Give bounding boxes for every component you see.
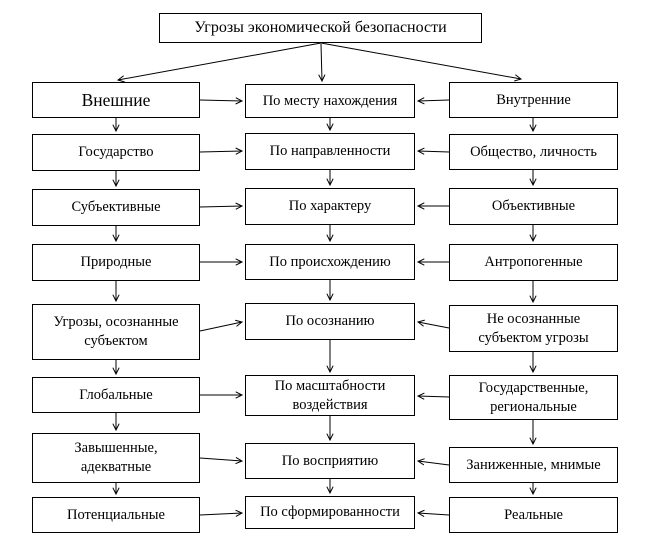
- node-global: Глобальные: [32, 377, 200, 413]
- node-potential: Потенциальные: [32, 497, 200, 533]
- node-by-awareness: По осознанию: [245, 303, 415, 340]
- node-state-regional: Государственные, региональные: [449, 375, 618, 420]
- node-objective: Объективные: [449, 188, 618, 225]
- node-society-person: Общество, личность: [449, 134, 618, 170]
- node-recognized-threats: Угрозы, осознанные субъектом: [32, 304, 200, 360]
- node-by-perception: По восприятию: [245, 443, 415, 479]
- diagram-title: Угрозы экономической безопасности: [159, 13, 482, 43]
- node-overstated-adequate: Завышенные, адекватные: [32, 433, 200, 483]
- node-natural: Природные: [32, 244, 200, 281]
- node-anthropogenic: Антропогенные: [449, 244, 618, 281]
- node-by-direction: По направленности: [245, 133, 415, 170]
- node-by-location: По месту нахождения: [245, 84, 415, 118]
- node-by-origin: По происхождению: [245, 244, 415, 280]
- node-external: Внешние: [32, 82, 200, 118]
- node-state: Государство: [32, 134, 200, 171]
- node-real: Реальные: [449, 497, 618, 533]
- node-by-scale: По масштабности воздействия: [245, 375, 415, 416]
- node-internal: Внутренние: [449, 82, 618, 118]
- node-subjective: Субъективные: [32, 189, 200, 226]
- node-understated-imaginary: Заниженные, мнимые: [449, 447, 618, 483]
- node-by-formation: По сформированности: [245, 496, 415, 529]
- node-unrecognized-threats: Не осознанные субъектом угрозы: [449, 305, 618, 352]
- node-by-character: По характеру: [245, 188, 415, 225]
